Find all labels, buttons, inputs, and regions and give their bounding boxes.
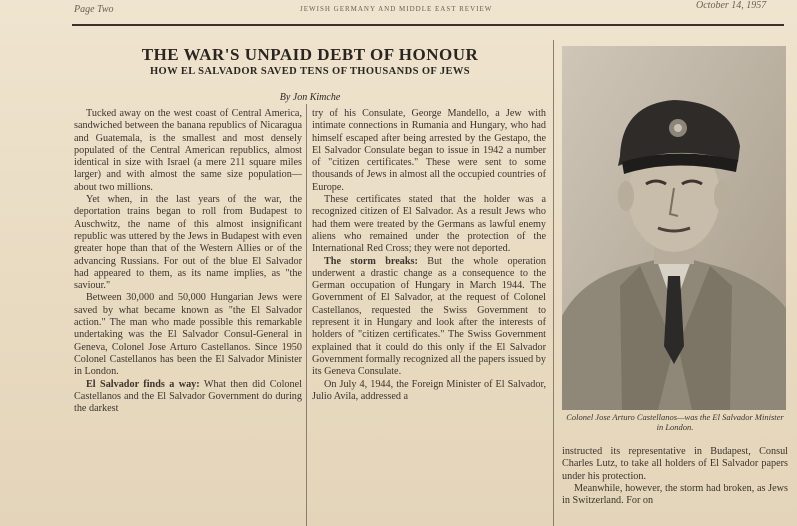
article-headline: THE WAR'S UNPAID DEBT OF HONOUR (141, 45, 479, 64)
journal-name: JEWISH GERMANY AND MIDDLE EAST REVIEW (300, 5, 493, 13)
paragraph: On July 4, 1944, the Foreign Minister of El Salvador, Julio Avila, addressed a (312, 378, 546, 402)
article-column-2 (312, 108, 546, 403)
column-divider (553, 40, 554, 526)
section-lead: El Salvador finds a way: (86, 378, 200, 390)
article-subheadline: HOW EL SALVADOR SAVED TENS OF THOUSANDS OF JEWS (149, 66, 471, 77)
photo-caption: Colonel Jose Arturo Castellanos—was the El Salvador Minister in London. (566, 412, 784, 432)
paragraph: Tucked away on the west coast of Central America, sandwiched between the banana republics of Nicaragua and Guatemala, is the smallest and most densely populated of the Central American republics, almost identical in size with Israel (a mere 211 square miles larger) and with almost the same size population—about two millions. (74, 108, 302, 193)
article-byline: By Jon Kimche (279, 92, 341, 103)
page-number: Page Two (74, 4, 114, 15)
header-rule (72, 24, 784, 26)
issue-date: October 14, 1957 (696, 0, 767, 11)
paragraph (74, 379, 302, 416)
section-text: But the whole operation underwent a drastic change as a consequence to the German occupation of Hungary in March 1944. The Government of El Salvador, at the request of Colonel Castellanos, requested the Swiss Government to represent it in Hungary and look after the interests of holders of "citizen certificates." The Swiss Government explained that it could do this only if the El Salvador Government formally recognized all the papers issued by its Geneva Consulate. (312, 255, 546, 378)
article-column-3 (562, 446, 788, 507)
section-lead: The storm breaks: (324, 255, 418, 267)
officer-portrait-icon (562, 46, 786, 410)
column-divider (306, 104, 307, 526)
paragraph: Between 30,000 and 50,000 Hungarian Jews were saved by what became known as "the El Salvador action." The man who made possible this remarkable undertaking was the El Salvador Consul-General in Geneva, Colonel Jose Arturo Castellanos. Since 1950 Colonel Castellanos has been the El Salvador Minister in London. (74, 292, 302, 378)
paragraph: try of his Consulate, George Mandello, a Jew with intimate connections in Rumania and Hungary, who had himself escaped after being arrested by the Gestapo, the El Salvador Consulate began to issue in 1942 a number of "citizen certificates." These were sent to some thousands of Jews in almost all the occupied countries of Europe. (312, 108, 546, 193)
paragraph: Meanwhile, however, the storm had broken, as Jews in Switzerland. For on (562, 482, 788, 507)
portrait-photo (562, 46, 786, 410)
paragraph: These certificates stated that the holder was a recognized citizen of El Salvador. As a result Jews who had them were treated by the Germans as lawful enemy aliens who remained under the protection of the International Red Cross; they were not deported. (312, 194, 546, 255)
article-column-1 (74, 108, 302, 415)
section-text: What then did Colonel Castellanos and the El Salvador Government do during the darkest (74, 378, 302, 415)
paragraph: instructed its representative in Budapest, Consul Charles Lutz, to take all holders of El Salvador papers under his protection. (562, 446, 788, 482)
paragraph (312, 256, 546, 379)
paragraph: Yet when, in the last years of the war, the deportation trains began to roll from Budapest to Auschwitz, the name of this almost insignificant republic was uttered by the Jews in Budapest with even greater hope than that of the Western Allies or of the advancing Russians. For out of the blue El Salvador had appeared to them, as its name implies, as "the saviour." (74, 194, 302, 292)
